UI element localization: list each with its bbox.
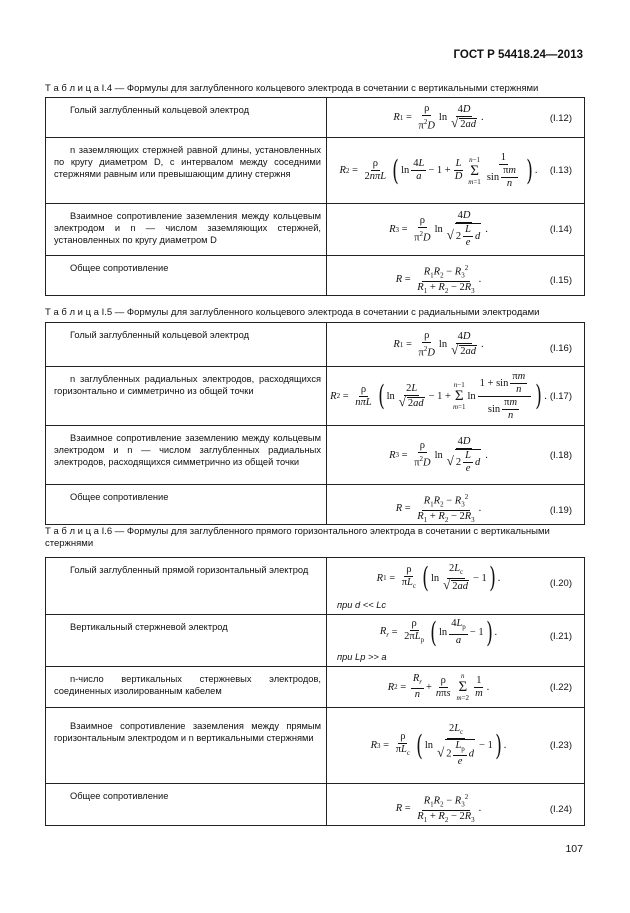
formula: R 2 = $\frac{\rho}{\text{2nπL}}$ ( ln $\frac{4L}{a}$ − 1 + $\frac{L}{D}$ n−1 Σ m=1 1 sin $\frac{\pi m}{n}$ ) . <box>339 151 538 189</box>
equation-number: (I.15) <box>549 275 572 286</box>
row-description: n заглубленных радиальных электродов, расходящихся горизонтально и симметрично из общей точки <box>54 374 321 396</box>
equation-number: (I.13) <box>549 165 572 176</box>
equation-number: (I.17) <box>549 391 572 402</box>
table-row <box>46 426 585 485</box>
equation-number: (I.20) <box>549 578 572 589</box>
formula-table <box>45 97 585 296</box>
condition-note: при d << Lc <box>337 600 387 610</box>
row-description: Голый заглубленный кольцевой электрод <box>70 330 249 340</box>
formula: R 1 = $\frac{\rho}{\pi^2D}$ ln $\frac{4D}{√ 2ad}$ . <box>393 102 484 132</box>
table-row <box>46 204 585 256</box>
equation-number: (I.23) <box>549 740 572 751</box>
table-caption: Т а б л и ц а I.5 — Формулы для заглубленного кольцевого электрода в сочетании с радиальными электродами <box>45 307 540 318</box>
row-description: Вертикальный стержневой электрод <box>70 622 228 632</box>
formula-table <box>45 557 585 826</box>
formula: R = $\frac{R_1R_2 - R_3^2}{R_1 + R_2 - 2R_3}$ . <box>395 492 482 525</box>
page-number: 107 <box>565 843 583 855</box>
formula: R = $\frac{R_1R_2 - R_3^2}{R_1 + R_2 - 2R_3}$ . <box>395 792 482 825</box>
formula: R = $\frac{R_1R_2 - R_3^2}{R_1 + R_2 - 2R_3}$ . <box>395 263 482 296</box>
row-description: Взаимное сопротивление заземления между прямым горизонтальным электродом и n вертикальными стержнями <box>54 721 321 743</box>
equation-number: (I.14) <box>549 224 572 235</box>
table-row <box>46 667 585 708</box>
table-row <box>46 485 585 525</box>
equation-number: (I.18) <box>549 450 572 461</box>
formula: R 3 = $\frac{\rho}{\pi^2D}$ ln 4D √ 2 $\frac{L}{e}$ d . <box>389 435 488 474</box>
row-description: Общее сопротивление <box>70 492 169 502</box>
table-row <box>46 367 585 426</box>
table-row <box>46 323 585 367</box>
standard-code: ГОСТ Р 54418.24—2013 <box>453 49 583 61</box>
row-description: Взаимное сопротивление заземлению между кольцевым электродом и n — числом заглубленных радиальных электродов, расходящихся симметрично из общей точки <box>54 433 321 467</box>
formula: R 1 = $\frac{\rho}{\pi^2D}$ ln $\frac{4D}{√ 2ad}$ . <box>393 329 484 359</box>
table-row <box>46 615 585 667</box>
formula: R 3 = $\frac{\rho}{\pi^2D}$ ln 4D √ 2 $\frac{L}{e}$ d . <box>389 210 488 248</box>
equation-number: (I.24) <box>549 804 572 815</box>
formula: R 2 = $\frac{\rho}{\text{nπL}}$ ( ln $\frac{2L}{√ 2ad}$ − 1 + n−1 Σ m=1 ln 1 + sin $\frac{\pi m}{n}$ sin $\frac{\pi m}{n}$ ) . <box>330 370 547 421</box>
formula: R 2 = $\frac{R_r}{n}$ + $\frac{\rho}{\text{nπs}}$ n Σ m=2 $\frac{1}{m}$ . <box>387 672 490 702</box>
condition-note: при Lp >> a <box>337 652 387 662</box>
row-description: Голый заглубленный кольцевой электрод <box>70 105 249 115</box>
formula: R 3 = $\frac{\rho}{\pi L_c}$ ( ln $2L_c$ √ 2 $\frac{L_p}{e}$ d − 1 ) . <box>370 722 507 768</box>
formula: R 1 = $\frac{\rho}{\pi L_c}$ ( ln $\frac{2L_c}{√ 2ad}$ − 1 ) . <box>376 561 501 594</box>
table-row <box>46 708 585 784</box>
equation-number: (I.16) <box>549 343 572 354</box>
table-row <box>46 784 585 826</box>
table-row <box>46 256 585 296</box>
equation-number: (I.19) <box>549 505 572 516</box>
row-description: Общее сопротивление <box>70 791 169 801</box>
equation-number: (I.22) <box>549 682 572 693</box>
row-description: Общее сопротивление <box>70 263 169 273</box>
equation-number: (I.21) <box>549 631 572 642</box>
table-caption: Т а б л и ц а I.6 — Формулы для заглубленного прямого горизонтального электрода в сочетании с вертикальными стержнями <box>45 526 550 549</box>
table-row <box>46 138 585 204</box>
row-description: n-число вертикальных стержневых электродов, соединенных изолированным кабелем <box>54 674 321 696</box>
formula: $R_r$ = $\frac{\rho}{2\pi L_p}$ ( ln $\frac{4L_p}{a}$ − 1 ) . <box>379 615 498 649</box>
equation-number: (I.12) <box>549 113 572 124</box>
row-description: Взаимное сопротивление заземления между кольцевым электродом и n — числом заземляющих стержней, установленных по кругу диаметром D <box>54 211 321 245</box>
row-description: Голый заглубленный прямой горизонтальный электрод <box>70 565 309 575</box>
table-row <box>46 98 585 138</box>
formula-table <box>45 322 585 525</box>
table-row <box>46 558 585 615</box>
row-description: n заземляющих стержней равной длины, установленных по кругу диаметром D, с интервалом между соседними стержнями равным или превышающим длину стержня <box>54 145 321 179</box>
table-caption: Т а б л и ц а I.4 — Формулы для заглубленного кольцевого электрода в сочетании с вертикальными стержнями <box>45 83 539 94</box>
